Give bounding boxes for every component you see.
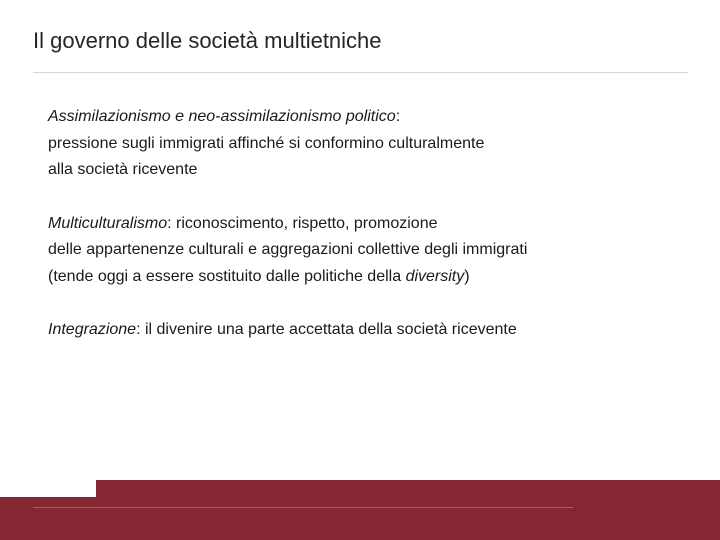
slide-body xyxy=(48,104,688,371)
footer-divider xyxy=(33,507,573,508)
text-segment: ) xyxy=(464,267,470,285)
term-integrazione: Integrazione xyxy=(48,321,137,338)
footer-band xyxy=(0,497,720,540)
paragraph-assimilazionismo xyxy=(48,104,688,184)
slide-title: Il governo delle società multietniche xyxy=(33,28,382,53)
text-line: delle appartenenze culturali e aggregazioni collettive degli immigrati xyxy=(48,241,528,258)
text-line xyxy=(48,264,688,291)
term-diversity: diversity xyxy=(405,267,465,285)
paragraph-multiculturalismo xyxy=(48,211,688,291)
title-divider xyxy=(33,72,688,73)
text-segment: : riconoscimento, rispetto, promozione xyxy=(167,214,438,232)
text-line: pressione sugli immigrati affinché si conformino culturalmente xyxy=(48,134,485,152)
text-segment: : il divenire una parte accettata della società ricevente xyxy=(136,321,517,338)
term-multiculturalismo: Multiculturalismo xyxy=(48,214,168,232)
text-line xyxy=(48,104,688,131)
text-segment: : xyxy=(395,108,401,125)
footer-band-accent xyxy=(96,480,720,498)
text-line: alla società ricevente xyxy=(48,161,198,178)
text-line xyxy=(48,317,688,344)
text-segment: (tende oggi a essere sostituito dalle politiche della xyxy=(48,267,406,285)
paragraph-integrazione xyxy=(48,317,688,344)
term-assimilazionismo: Assimilazionismo e neo-assimilazionismo politico xyxy=(48,108,396,125)
text-line xyxy=(48,211,688,238)
